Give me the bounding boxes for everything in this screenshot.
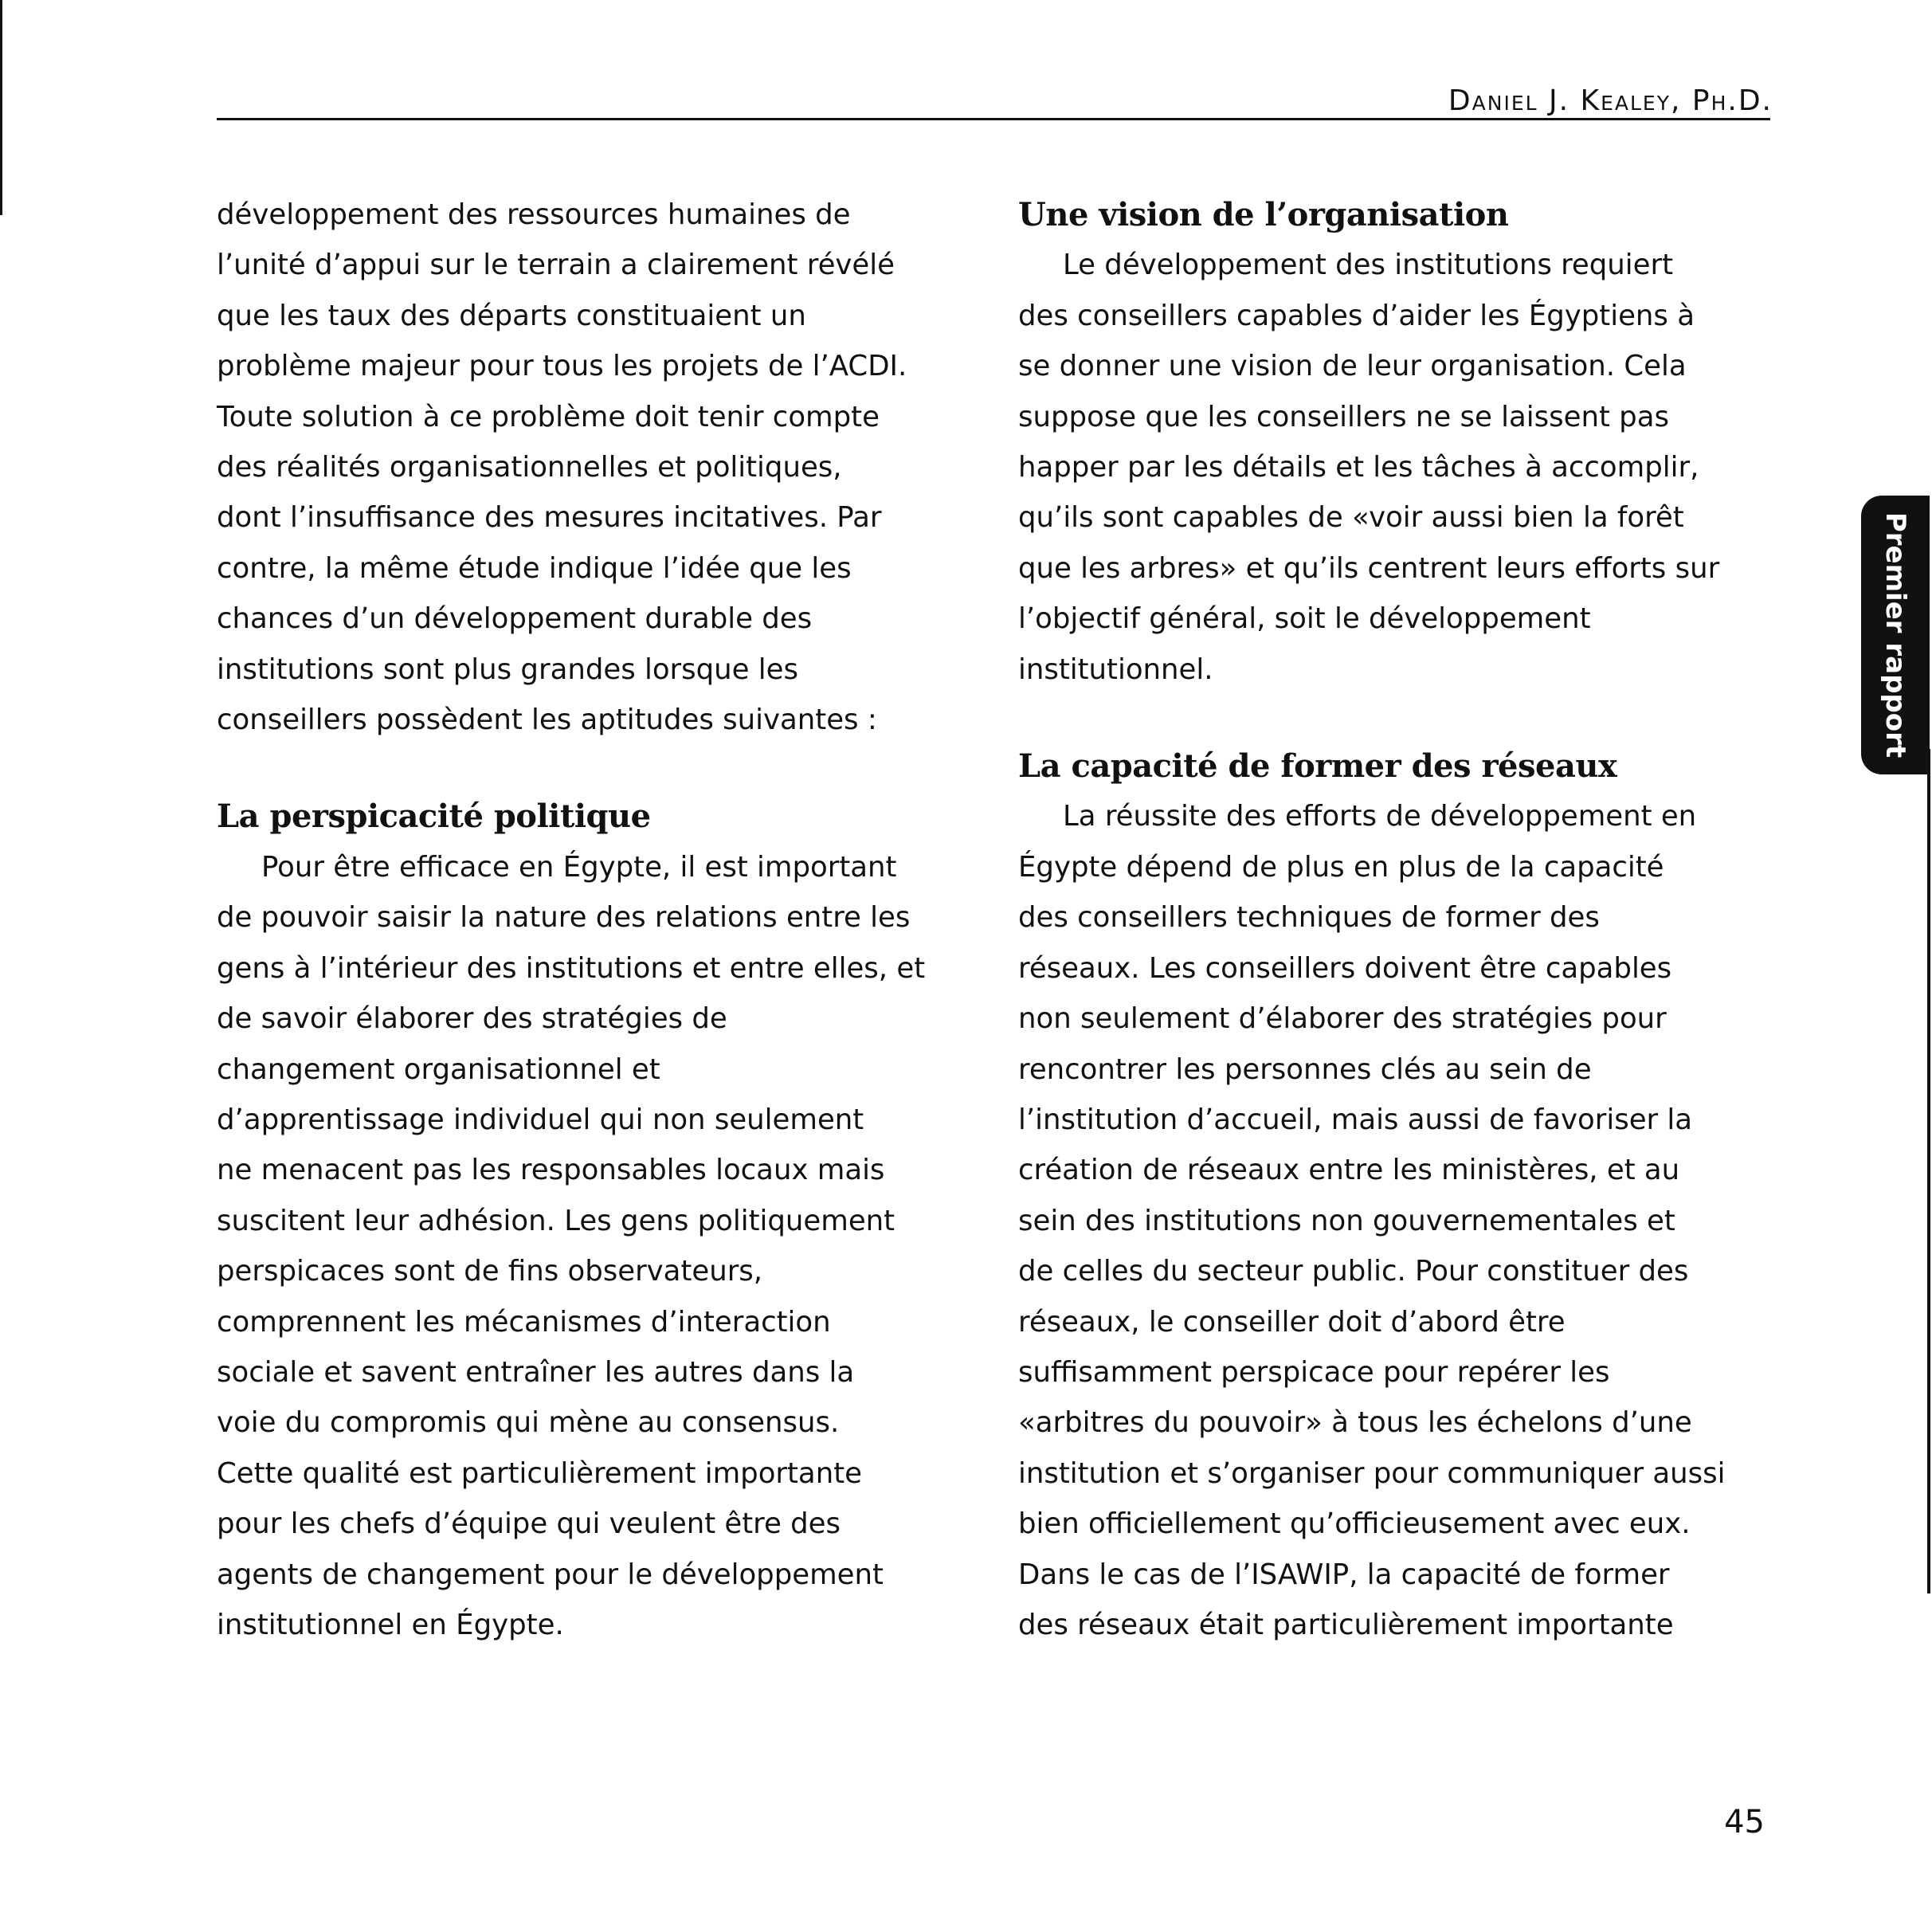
text-line: gens à l’intérieur des institutions et entre elles, et — [217, 951, 926, 985]
text-line: des conseillers capables d’aider les Égyptiens à — [1018, 299, 1695, 332]
page-edge-right — [1927, 749, 1930, 1593]
text-line: Cette qualité est particulièrement importante — [217, 1456, 862, 1490]
text-line: qu’ils sont capables de «voir aussi bien la forêt — [1018, 501, 1684, 535]
text-line: suppose que les conseillers ne se laissent pas — [1018, 400, 1669, 433]
section-gap — [1018, 695, 1775, 741]
text-line: La réussite des efforts de développement en — [1063, 800, 1697, 833]
text-line: rencontrer les personnes clés au sein de — [1018, 1052, 1592, 1086]
text-line: institutionnel. — [1018, 653, 1213, 686]
text-line: réseaux. Les conseillers doivent être capables — [1018, 951, 1672, 985]
text-line: voie du compromis qui mène au consensus. — [217, 1406, 840, 1440]
text-line: Pour être efficace en Égypte, il est important — [261, 850, 897, 884]
section-gap — [217, 745, 974, 791]
text-line: de pouvoir saisir la nature des relations entre les — [217, 901, 911, 935]
text-line: institution et s’organiser pour communiquer aussi — [1018, 1456, 1726, 1490]
text-line: l’objectif général, soit le développement — [1018, 602, 1591, 636]
section-heading-perspicacite: La perspicacité politique — [217, 798, 651, 836]
perspicacite-paragraph — [217, 842, 974, 1651]
text-line: comprennent les mécanismes d’interaction — [217, 1305, 831, 1339]
text-line: perspicaces sont de fins observateurs, — [217, 1255, 763, 1288]
chapter-side-tab — [1861, 496, 1930, 774]
text-line: institutionnel en Égypte. — [217, 1608, 564, 1641]
page-number: 45 — [1724, 1804, 1765, 1840]
text-line: d’apprentissage individuel qui non seulement — [217, 1103, 864, 1136]
page-edge-left — [0, 0, 2, 215]
text-line: bien officiellement qu’officieusement avec eux. — [1018, 1507, 1691, 1541]
text-line: «arbitres du pouvoir» à tous les échelons d’une — [1018, 1406, 1692, 1440]
text-line: pour les chefs d’équipe qui veulent être des — [217, 1507, 841, 1541]
text-line: happer par les détails et les tâches à accomplir, — [1018, 451, 1699, 484]
text-line: non seulement d’élaborer des stratégies pour — [1018, 1002, 1667, 1036]
text-line: suffisamment perspicace pour repérer les — [1018, 1355, 1610, 1389]
text-line: sociale et savent entraîner les autres dans la — [217, 1355, 855, 1389]
reseaux-paragraph — [1018, 791, 1775, 1650]
side-tab-label: Premier rapport — [1879, 512, 1911, 759]
section-heading-vision: Une vision de l’organisation — [1018, 196, 1509, 233]
section-heading-reseaux: La capacité de former des réseaux — [1018, 747, 1617, 786]
text-line: des réseaux était particulièrement importante — [1018, 1608, 1674, 1641]
text-line: institutions sont plus grandes lorsque les — [217, 653, 799, 686]
text-line: changement organisationnel et — [217, 1052, 660, 1086]
text-line: problème majeur pour tous les projets de l’ACDI. — [217, 350, 907, 383]
text-line: Le développement des institutions requiert — [1063, 249, 1674, 282]
intro-paragraph — [217, 190, 974, 745]
header-rule — [217, 118, 1770, 120]
text-line: agents de changement pour le développement — [217, 1558, 884, 1591]
text-line: conseillers possèdent les aptitudes suivantes : — [217, 704, 877, 737]
text-line: ne menacent pas les responsables locaux mais — [217, 1154, 885, 1187]
left-column — [217, 190, 974, 1650]
text-line: que les taux des départs constituaient un — [217, 299, 806, 332]
text-line: développement des ressources humaines de — [217, 198, 851, 231]
text-line: se donner une vision de leur organisation. Cela — [1018, 350, 1687, 383]
text-line: Égypte dépend de plus en plus de la capacité — [1018, 850, 1664, 884]
running-header: Daniel J. Kealey, Ph.D. — [1448, 84, 1773, 117]
right-column — [1018, 190, 1775, 1650]
text-line: chances d’un développement durable des — [217, 602, 813, 636]
text-line: l’institution d’accueil, mais aussi de favoriser la — [1018, 1103, 1693, 1136]
text-line: de celles du secteur public. Pour constituer des — [1018, 1255, 1689, 1288]
text-line: contre, la même étude indique l’idée que les — [217, 551, 852, 585]
text-line: dont l’insuffisance des mesures incitatives. Par — [217, 501, 882, 535]
text-line: des conseillers techniques de former des — [1018, 901, 1600, 935]
vision-paragraph — [1018, 240, 1775, 695]
text-line: Dans le cas de l’ISAWIP, la capacité de former — [1018, 1558, 1670, 1591]
text-line: de savoir élaborer des stratégies de — [217, 1002, 727, 1036]
text-line: réseaux, le conseiller doit d’abord être — [1018, 1305, 1566, 1339]
text-line: que les arbres» et qu’ils centrent leurs efforts sur — [1018, 551, 1720, 585]
text-line: création de réseaux entre les ministères, et au — [1018, 1154, 1680, 1187]
text-line: suscitent leur adhésion. Les gens politiquement — [217, 1204, 895, 1237]
text-line: des réalités organisationnelles et politiques, — [217, 451, 842, 484]
text-line: Toute solution à ce problème doit tenir compte — [217, 400, 880, 433]
text-line: l’unité d’appui sur le terrain a clairement révélé — [217, 249, 895, 282]
text-line: sein des institutions non gouvernementales et — [1018, 1204, 1675, 1237]
